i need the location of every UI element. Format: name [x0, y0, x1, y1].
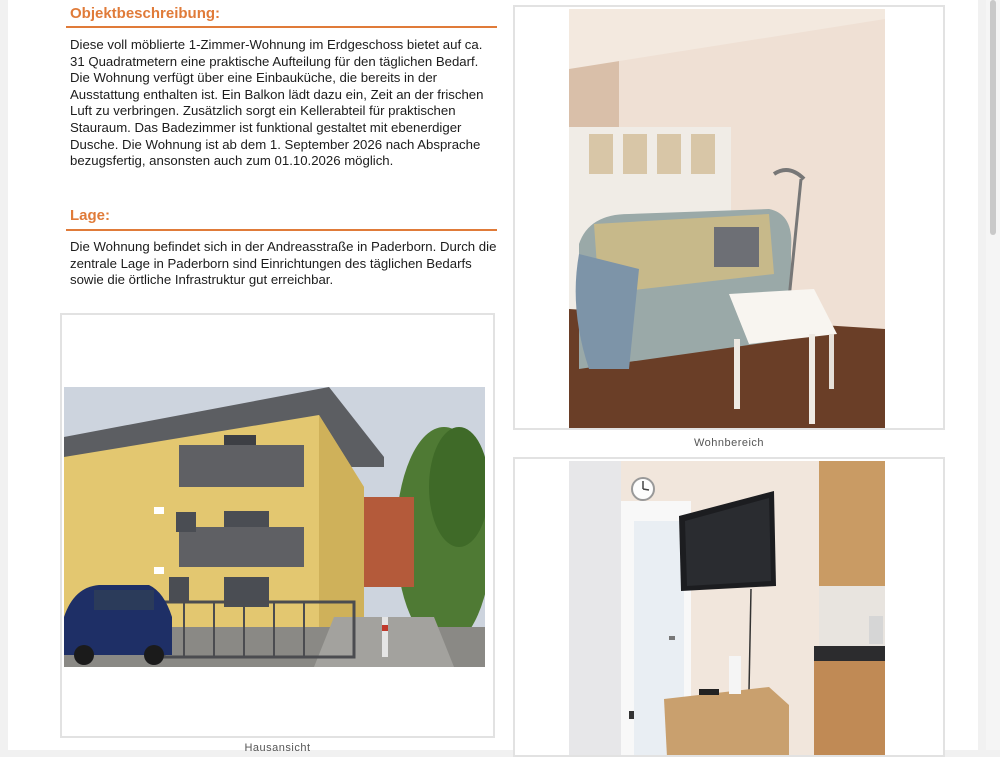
document-page: [8, 0, 978, 754]
scrollbar[interactable]: [986, 0, 1000, 750]
living-photo: [569, 9, 885, 430]
scrollbar-thumb[interactable]: [990, 0, 996, 235]
building-photo-frame: [60, 313, 495, 738]
tv-photo: [569, 461, 885, 757]
building-photo-caption: Hausansicht: [244, 742, 311, 754]
description-heading-rule: [66, 26, 497, 28]
living-illustration: [569, 9, 885, 430]
building-illustration: [64, 387, 485, 667]
tv-illustration: [569, 461, 885, 757]
description-text: Diese voll möblierte 1-Zimmer-Wohnung im Erdgeschoss bietet auf ca. 31 Quadratmetern eine praktische Aufteilung für den täglichen Bedarf. Die Wohnung verfügt über eine Einbauküche, die bereits in der Ausstattung enthalten ist. Ein Balkon lädt dazu ein, Zeit an der frischen Luft zu verbringen. Zusätzlich sorgt ein Kellerabteil für praktischen Stauraum. Das Badezimmer ist funktional gestaltet mit ebenerdiger Dusche. Die Wohnung ist ab dem 1. September 2026 nach Absprache bezugsfertig, ansonsten auch zum 01.10.2026 möglich.: [70, 37, 484, 169]
living-photo-caption: Wohnbereich: [693, 437, 765, 449]
location-heading-rule: [66, 229, 497, 231]
living-photo-frame: [513, 5, 945, 430]
location-text: Die Wohnung befindet sich in der Andreasstraße in Paderborn. Durch die zentrale Lage in Paderborn sind Einrichtungen des täglichen Bedarfs sowie die örtliche Infrastruktur gut erreichbar.: [70, 239, 497, 288]
location-heading: Lage:: [70, 207, 111, 224]
description-heading: Objektbeschreibung:: [70, 5, 221, 22]
tv-photo-frame: [513, 457, 945, 757]
building-photo: [64, 387, 485, 667]
